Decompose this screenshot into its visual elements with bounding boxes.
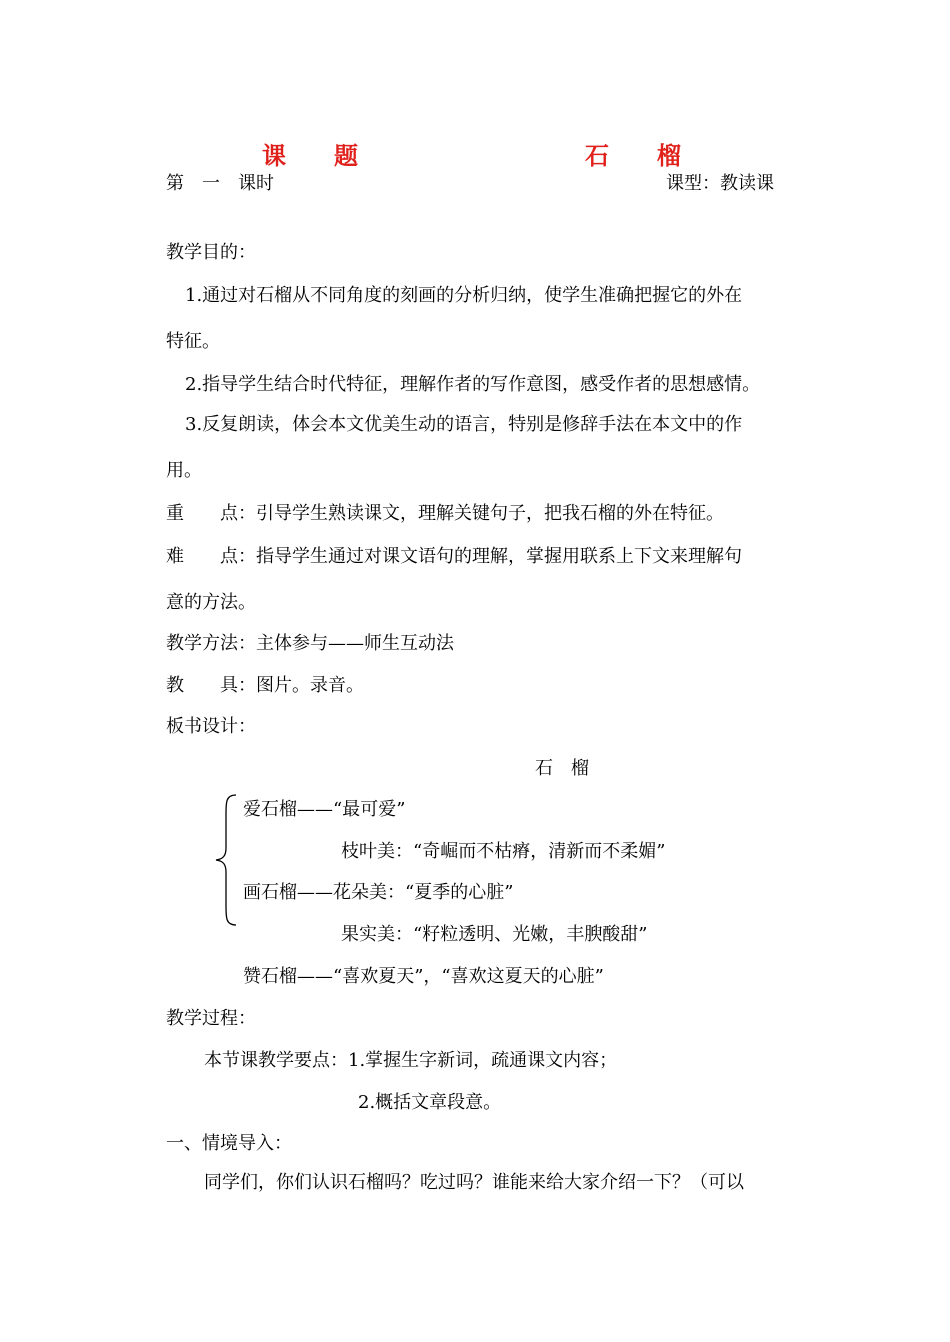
lesson-type: 课型：教读课 bbox=[666, 173, 774, 194]
board-line-3: 画石榴——花朵美：“夏季的心脏” bbox=[243, 882, 514, 903]
objective-3-line2: 用。 bbox=[166, 460, 202, 481]
board-line-1: 爱石榴——“最可爱” bbox=[243, 799, 406, 820]
difficulty-line1: 难 点：指导学生通过对课文语句的理解，掌握用联系上下文来理解句 bbox=[166, 546, 742, 567]
board-heading: 板书设计： bbox=[166, 716, 256, 737]
section-intro-heading: 一、情境导入： bbox=[166, 1133, 292, 1154]
key-point: 重 点：引导学生熟读课文，理解关键句子，把我石榴的外在特征。 bbox=[166, 503, 724, 524]
board-line-5: 赞石榴——“喜欢夏天”，“喜欢这夏天的心脏” bbox=[243, 966, 604, 987]
curly-brace-icon bbox=[210, 792, 240, 928]
process-heading: 教学过程： bbox=[166, 1008, 256, 1029]
board-line-2: 枝叶美：“奇崛而不枯瘠，清新而不柔媚” bbox=[341, 841, 666, 862]
lesson-number: 第 一 课时 bbox=[166, 173, 274, 194]
objectives-heading: 教学目的： bbox=[166, 242, 256, 263]
board-title: 石 榴 bbox=[535, 758, 589, 779]
teaching-method: 教学方法：主体参与——师生互动法 bbox=[166, 633, 454, 654]
objective-1-line2: 特征。 bbox=[166, 331, 220, 352]
objective-3-line1: 3.反复朗读，体会本文优美生动的语言，特别是修辞手法在本文中的作 bbox=[185, 414, 743, 435]
process-points-line2: 2.概括文章段意。 bbox=[358, 1092, 502, 1113]
title-value: 石 榴 bbox=[585, 141, 681, 170]
objective-1-line1: 1.通过对石榴从不同角度的刻画的分析归纳，使学生准确把握它的外在 bbox=[185, 285, 743, 306]
title-label: 课 题 bbox=[262, 141, 358, 170]
objective-2: 2.指导学生结合时代特征，理解作者的写作意图，感受作者的思想感情。 bbox=[185, 374, 761, 395]
process-points-line1: 本节课教学要点：1.掌握生字新词，疏通课文内容； bbox=[204, 1050, 618, 1071]
intro-paragraph: 同学们，你们认识石榴吗？吃过吗？谁能来给大家介绍一下？（可以 bbox=[204, 1172, 744, 1193]
difficulty-line2: 意的方法。 bbox=[166, 592, 256, 613]
board-line-4: 果实美：“籽粒透明、光嫩，丰腴酸甜” bbox=[341, 924, 648, 945]
teaching-tools: 教 具：图片。录音。 bbox=[166, 675, 364, 696]
